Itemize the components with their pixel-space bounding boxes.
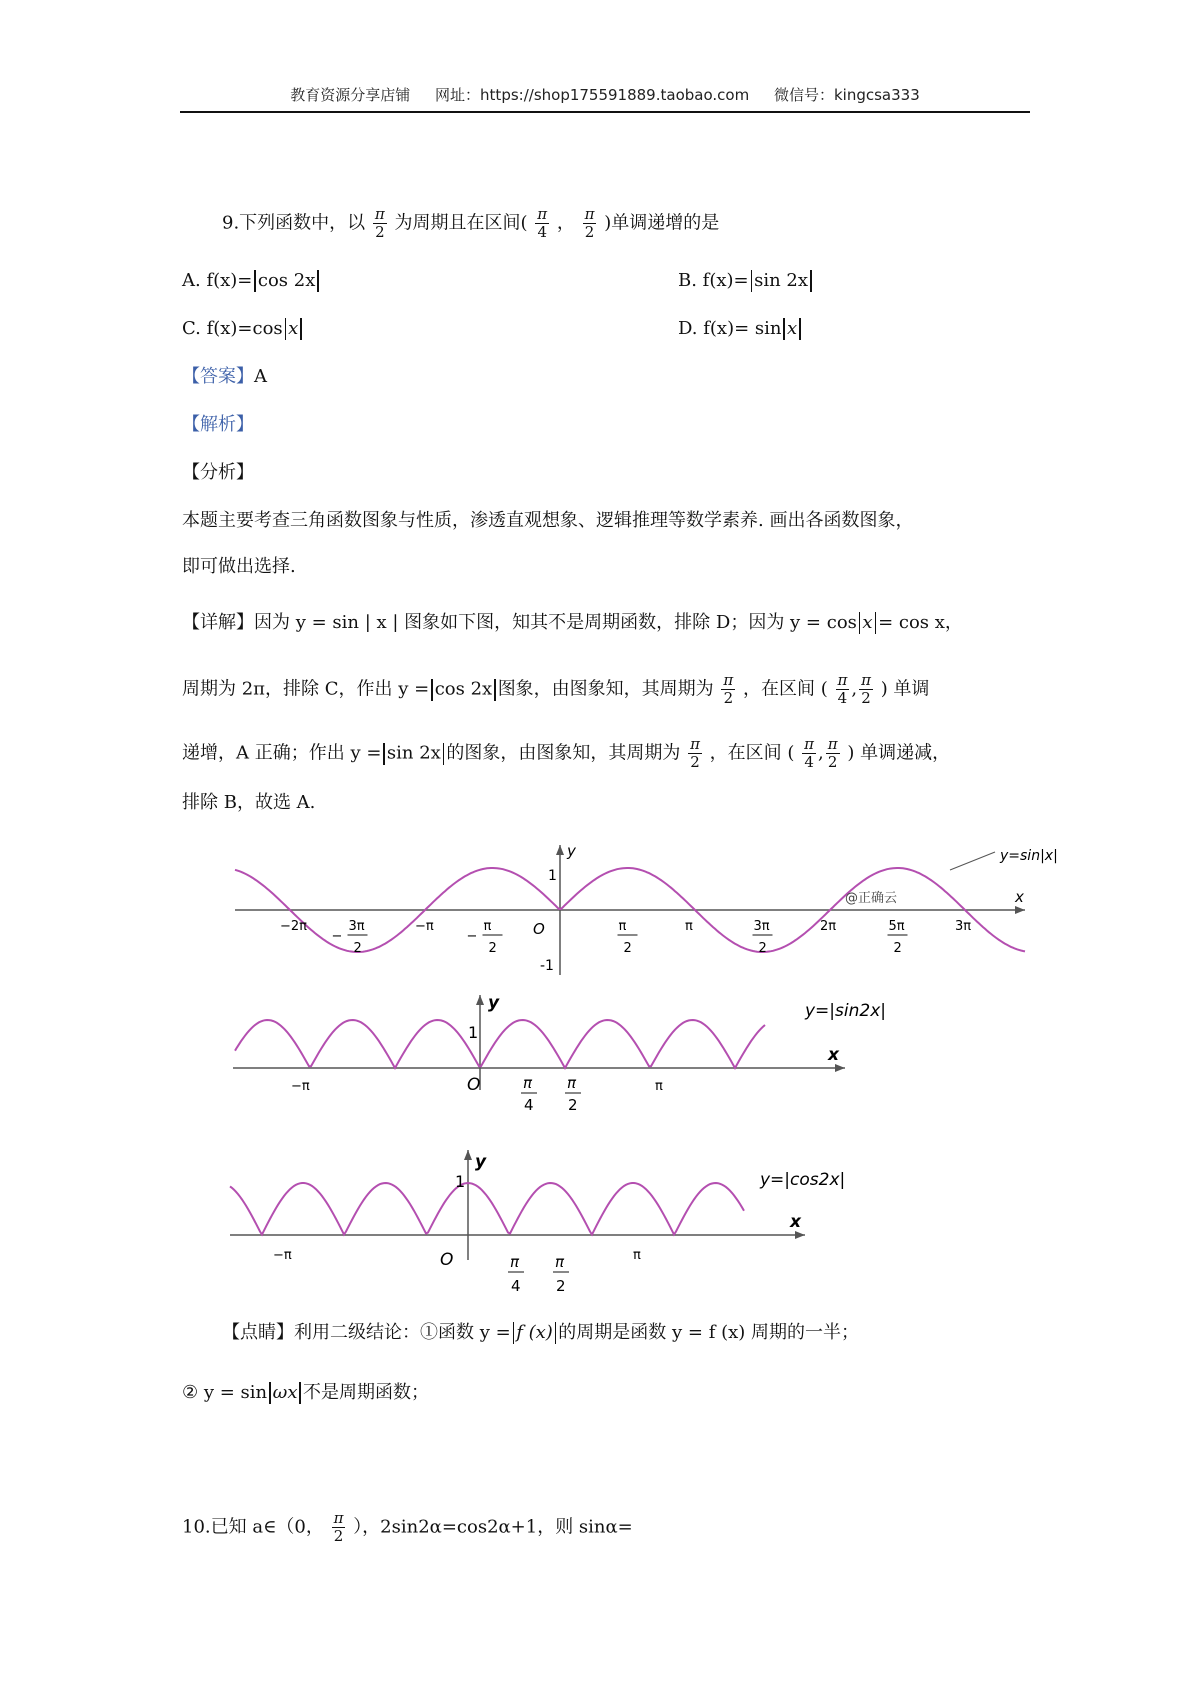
tick-label: π (685, 919, 693, 934)
tick-num: 3π (348, 919, 365, 934)
option-c: C. f(x)=cos x (182, 318, 304, 340)
tick-pi2-num: π (567, 1074, 577, 1092)
watermark: @正确云 (845, 891, 898, 906)
x-axis-arrow (1015, 906, 1025, 914)
analysis-line-1: 本题主要考查三角函数图象与性质，渗透直观想象、逻辑推理等数学素养. 画出各函数图象， (182, 510, 914, 531)
header-divider (180, 111, 1030, 113)
tick-pi4-den: 4 (511, 1277, 521, 1295)
curve-label: y=|sin2x| (805, 1001, 886, 1021)
tick-pi2-num: π (555, 1253, 565, 1271)
header-url[interactable]: 网址：https://shop175591889.taobao.com (435, 86, 750, 104)
tick-num: 3π (753, 919, 770, 934)
jiexi-heading: 【解析】 (182, 414, 254, 435)
dianjing-line-1: 【点睛】利用二级结论：①函数 y = f (x) 的周期是函数 y = f (x) 周期的一半； (222, 1322, 860, 1343)
curve-abs-sin2x (235, 1020, 765, 1068)
graph-sin-abs-x (215, 840, 1058, 980)
analysis-line-2: 即可做出选择. (182, 556, 296, 577)
origin-label: O (467, 1075, 481, 1095)
y-label: y (475, 1152, 487, 1172)
detail-line-4: 排除 B，故选 A. (182, 792, 316, 813)
y-label: y (488, 993, 500, 1013)
tick-sign: − (466, 929, 478, 944)
tick-label: 2π (820, 919, 837, 934)
tick-pi4-num: π (510, 1253, 520, 1271)
x-label: x (790, 1212, 801, 1232)
q10-stem: 10.已知 a∈（0， $\frac{\pi}{2}$ ），2sin2α=cos2α+1，则 sinα= (182, 1509, 633, 1545)
curve-abs-cos2x (230, 1183, 744, 1235)
q9-stem: 9.下列函数中，以 $\frac{\pi}{2}$ 为周期且在区间( $\frac{\pi}{4}$ ， $\frac{\pi}{2}$ )单调递增的是 (222, 205, 720, 241)
tick-neg-pi: −π (291, 1079, 310, 1094)
tick-den: 2 (893, 941, 902, 956)
fenxi-heading: 【分析】 (182, 462, 254, 483)
graph-abs-sin2x (225, 990, 886, 1140)
tick-pi4-num: π (523, 1074, 533, 1092)
label-leader (950, 852, 995, 870)
header-wechat: 微信号：kingcsa333 (773, 86, 920, 104)
tick-neg-pi: −π (273, 1248, 292, 1263)
x-label: x (1015, 888, 1024, 906)
tick-labels (280, 919, 971, 956)
tick-den: 2 (623, 941, 632, 956)
tick-label: −2π (280, 919, 307, 934)
x-axis-arrow (835, 1064, 845, 1072)
option-a: A. f(x)= cos 2x (182, 270, 321, 292)
tick-den: 2 (488, 941, 497, 956)
header-shop: 教育资源分享店铺 (290, 86, 411, 104)
tick-pi: π (633, 1248, 641, 1263)
answer-label: 【答案】 (182, 366, 254, 387)
tick-one: 1 (548, 868, 557, 884)
origin-label: O (533, 920, 545, 938)
tick-minus-one: -1 (540, 958, 554, 974)
page-header (180, 84, 1030, 105)
answer-value: A (254, 366, 267, 387)
option-b: B. f(x)= sin 2x (678, 270, 814, 292)
detail-line-3: 递增，A 正确；作出 y = sin 2x 的图象，由图象知，其周期为 $\frac{\pi}{2}$ ，在区间 ( $\frac{\pi}{4}$ , $\frac{\pi}{2}$ ) 单调递减， (182, 735, 951, 771)
detail-line-2: 周期为 2π，排除 C，作出 y = cos 2x 图象，由图象知，其周期为 $\frac{\pi}{2}$ ，在区间 ( $\frac{\pi}{4}$ , $\frac{\pi}{2}$ ) 单调 (182, 671, 930, 707)
y-axis-arrow (464, 1150, 472, 1160)
y-axis-arrow (556, 845, 564, 855)
frac-pi-over-2: $\frac{\pi}{2}$ (584, 205, 595, 241)
tick-num: π (483, 919, 492, 934)
tick-label: 3π (955, 919, 972, 934)
tick-pi4-den: 4 (524, 1096, 534, 1114)
origin-label: O (440, 1250, 454, 1270)
tick-one: 1 (455, 1172, 466, 1191)
x-label: x (828, 1045, 839, 1065)
frac-pi-over-2: $\frac{\pi}{2}$ (374, 205, 385, 241)
tick-one: 1 (468, 1023, 479, 1042)
tick-den: 2 (758, 941, 767, 956)
detail-line-1: 【详解】因为 y = sin | x | 图象如下图，知其不是周期函数，排除 D；因为 y = cos x = cos x， (182, 612, 963, 633)
graph-abs-cos2x (225, 1145, 855, 1305)
tick-num: 5π (888, 919, 905, 934)
curve-label: y=|cos2x| (760, 1170, 846, 1190)
tick-pi: π (655, 1079, 663, 1094)
tick-pi2-den: 2 (568, 1096, 578, 1114)
tick-pi2-den: 2 (556, 1277, 566, 1295)
tick-sign: − (331, 929, 343, 944)
tick-den: 2 (353, 941, 362, 956)
option-d: D. f(x)= sin x (678, 318, 803, 340)
curve-label: y=sin|x| (1000, 848, 1058, 864)
tick-label: −π (415, 919, 434, 934)
dianjing-line-2: ② y = sin ωx 不是周期函数； (182, 1382, 429, 1403)
y-label: y (567, 842, 576, 860)
y-axis-arrow (476, 995, 484, 1005)
tick-num: π (618, 919, 627, 934)
frac-pi-over-4: $\frac{\pi}{4}$ (537, 205, 548, 241)
answer-line (182, 366, 267, 388)
x-axis-arrow (795, 1231, 805, 1239)
